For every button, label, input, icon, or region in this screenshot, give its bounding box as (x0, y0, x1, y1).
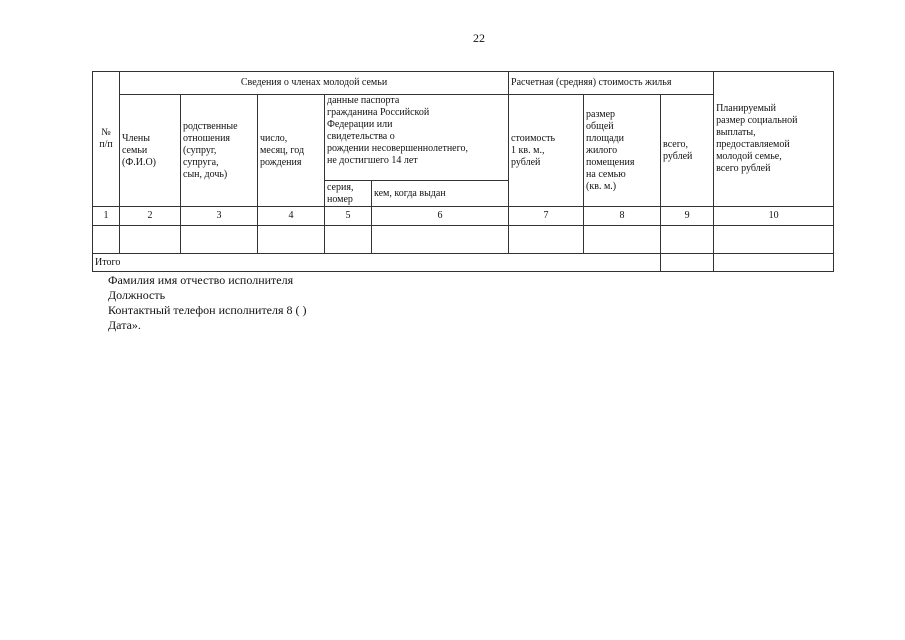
column-number: 5 (325, 207, 372, 226)
empty-cell (509, 226, 584, 254)
executor-info (108, 273, 307, 333)
header-members: Члены семьи (Ф.И.О) (120, 95, 181, 207)
family-info-table (92, 71, 834, 272)
table-row (93, 226, 834, 254)
page-number: 22 (473, 31, 485, 45)
header-planned-payment: Планируемый размер социальной выплаты, предоставляемой молодой семье, всего рублей (714, 72, 834, 207)
header-relation: родственные отношения (супруг, супруга, сын, дочь) (181, 95, 258, 207)
header-family-group: Сведения о членах молодой семьи (120, 72, 509, 95)
empty-cell (181, 226, 258, 254)
column-number: 1 (93, 207, 120, 226)
position-line: Должность (108, 288, 166, 302)
header-issued-by: кем, когда выдан (372, 181, 509, 207)
column-number: 6 (372, 207, 509, 226)
header-cost-group: Расчетная (средняя) стоимость жилья (509, 72, 714, 95)
total-row (93, 254, 834, 272)
column-number: 2 (120, 207, 181, 226)
empty-cell (258, 226, 325, 254)
total-value-cell (661, 254, 714, 272)
empty-cell (93, 226, 120, 254)
column-number: 4 (258, 207, 325, 226)
column-number: 7 (509, 207, 584, 226)
empty-cell (120, 226, 181, 254)
header-cost-per-m: стоимость 1 кв. м., рублей (509, 95, 584, 207)
column-number: 10 (714, 207, 834, 226)
header-area: размер общей площади жилого помещения на семью (кв. м.) (584, 95, 661, 207)
phone-line: Контактный телефон исполнителя 8 ( ) (108, 303, 307, 317)
header-number: № п/п (93, 72, 120, 207)
empty-cell (661, 226, 714, 254)
column-number: 8 (584, 207, 661, 226)
header-passport: данные паспорта гражданина Российской Федерации или свидетельства о рождении несовершеннолетнего, не достигшего 14 лет (325, 95, 509, 181)
total-label: Итого (93, 254, 661, 272)
header-total-rubles: всего, рублей (661, 95, 714, 207)
header-birth-date: число, месяц, год рождения (258, 95, 325, 207)
empty-cell (584, 226, 661, 254)
executor-name-line: Фамилия имя отчество исполнителя (108, 273, 294, 287)
total-payment-cell (714, 254, 834, 272)
empty-cell (325, 226, 372, 254)
column-number: 9 (661, 207, 714, 226)
empty-cell (714, 226, 834, 254)
column-numbers-row (93, 207, 834, 226)
column-number: 3 (181, 207, 258, 226)
header-series-number: серия, номер (325, 181, 372, 207)
date-line: Дата». (108, 318, 141, 332)
empty-cell (372, 226, 509, 254)
